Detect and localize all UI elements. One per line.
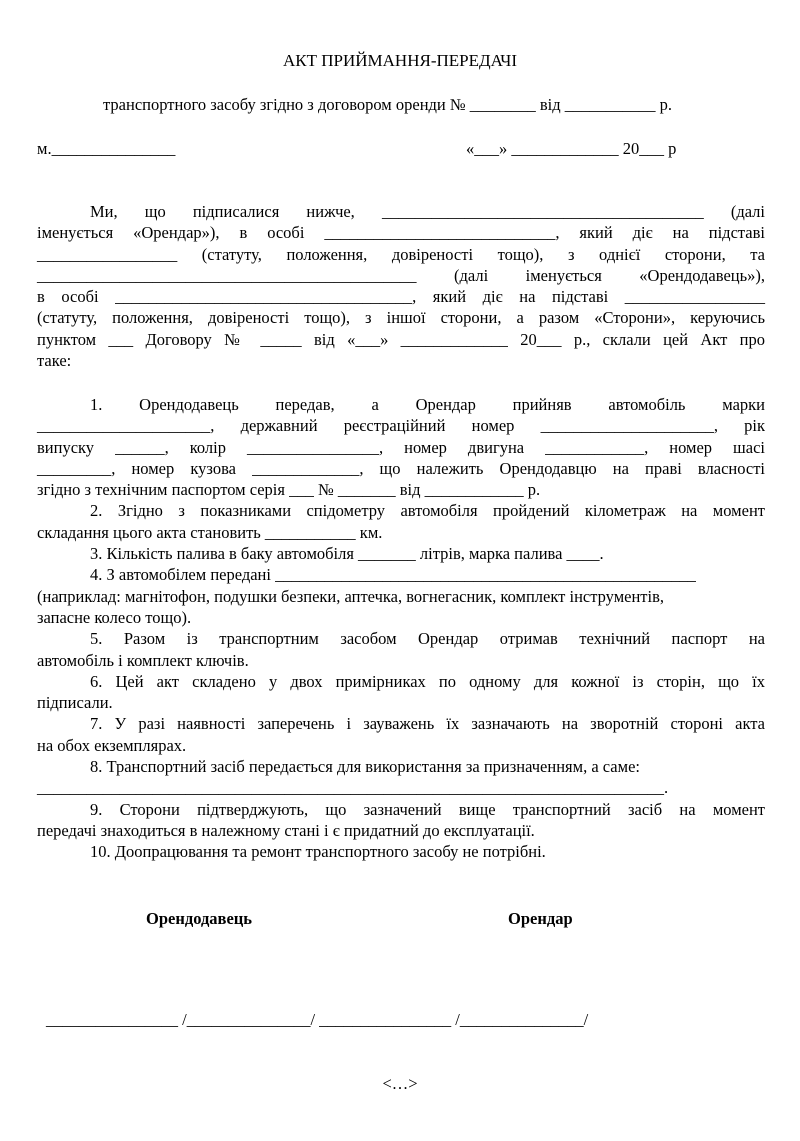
text-line: ______________________________________________ (далі іменується «Орендодавець»), (37, 265, 765, 285)
items-list (37, 394, 765, 863)
list-item: 6. Цей акт складено у двох примірниках по одному для кожної із сторін, що їх (90, 671, 765, 691)
signature-lines: ________________ /_______________/ ________________ /_______________/ (46, 1010, 589, 1029)
list-item: 8. Транспортний засіб передається для використання за призначенням, а саме: (90, 757, 640, 777)
text-line: згідно з технічним паспортом серія ___ № _______ від ____________ р. (37, 480, 541, 500)
text-line: запасне колесо тощо). (37, 607, 192, 627)
intro-paragraph (37, 201, 765, 371)
list-item: 5. Разом із транспортним засобом Орендар отримав технічний паспорт на (90, 629, 765, 649)
text-line: передачі знаходиться в належному стані і є придатний до експлуатації. (37, 820, 535, 840)
text-line: пунктом ___ Договору № _____ від «___» _____________ 20___ р., склали цей Акт про (37, 329, 765, 349)
list-item: 7. У разі наявності заперечень і зауважень їх зазначають на зворотній стороні акта (90, 714, 765, 734)
text-line: в особі ____________________________________, який діє на підставі _________________ (37, 287, 765, 307)
text-line: _____________________, державний реєстраційний номер _____________________, рік (37, 416, 765, 436)
text-line: автомобіль і комплект ключів. (37, 650, 249, 670)
text-line: на обох екземплярах. (37, 735, 187, 755)
lessor-signature-label: Орендодавець (146, 909, 253, 928)
date-field: «___» _____________ 20___ р (466, 139, 677, 158)
list-item: 4. З автомобілем передані ___________________________________________________ (90, 565, 696, 585)
list-item: 9. Сторони підтверджують, що зазначений вище транспортний засіб на момент (90, 799, 765, 819)
text-line: (статуту, положення, довіреності тощо), з іншої сторони, а разом «Сторони», керуючись (37, 308, 765, 328)
text-line: підписали. (37, 693, 113, 713)
text-line: випуску ______, колір ________________, номер двигуна ____________, номер шасі (37, 437, 765, 457)
list-item: 2. Згідно з показниками спідометру автомобіля пройдений кілометраж на момент (90, 501, 765, 521)
text-line: (наприклад: магнітофон, подушки безпеки, аптечка, вогнегасник, комплект інструментів, (37, 586, 664, 606)
text-line: _________, номер кузова _____________, що належить Орендодавцю на праві власності (37, 458, 765, 478)
text-line: складання цього акта становить ___________ км. (37, 522, 383, 542)
list-item: 10. Доопрацювання та ремонт транспортного засобу не потрібні. (90, 842, 546, 862)
list-item: 1. Орендодавець передав, а Орендар прийняв автомобіль марки (90, 395, 765, 414)
text-line: іменується «Орендар»), в особі ____________________________, який діє на підставі (37, 223, 765, 243)
lessee-signature-label: Орендар (508, 909, 573, 928)
document-subtitle: транспортного засобу згідно з договором оренди № ________ від ___________ р. (103, 95, 673, 114)
text-line: ____________________________________________________________________________. (37, 778, 669, 798)
text-line: Ми, що підписалися нижче, _______________________________________ (далі (90, 202, 765, 221)
text-line: _________________ (статуту, положення, довіреності тощо), з однієї сторони, та (37, 244, 765, 264)
city-field: м._______________ (37, 139, 176, 158)
continuation-marker: <…> (382, 1074, 418, 1093)
document-title: АКТ ПРИЙМАННЯ-ПЕРЕДАЧІ (283, 51, 517, 70)
list-item: 3. Кількість палива в баку автомобіля _______ літрів, марка палива ____. (90, 544, 604, 564)
text-line: таке: (37, 351, 72, 371)
